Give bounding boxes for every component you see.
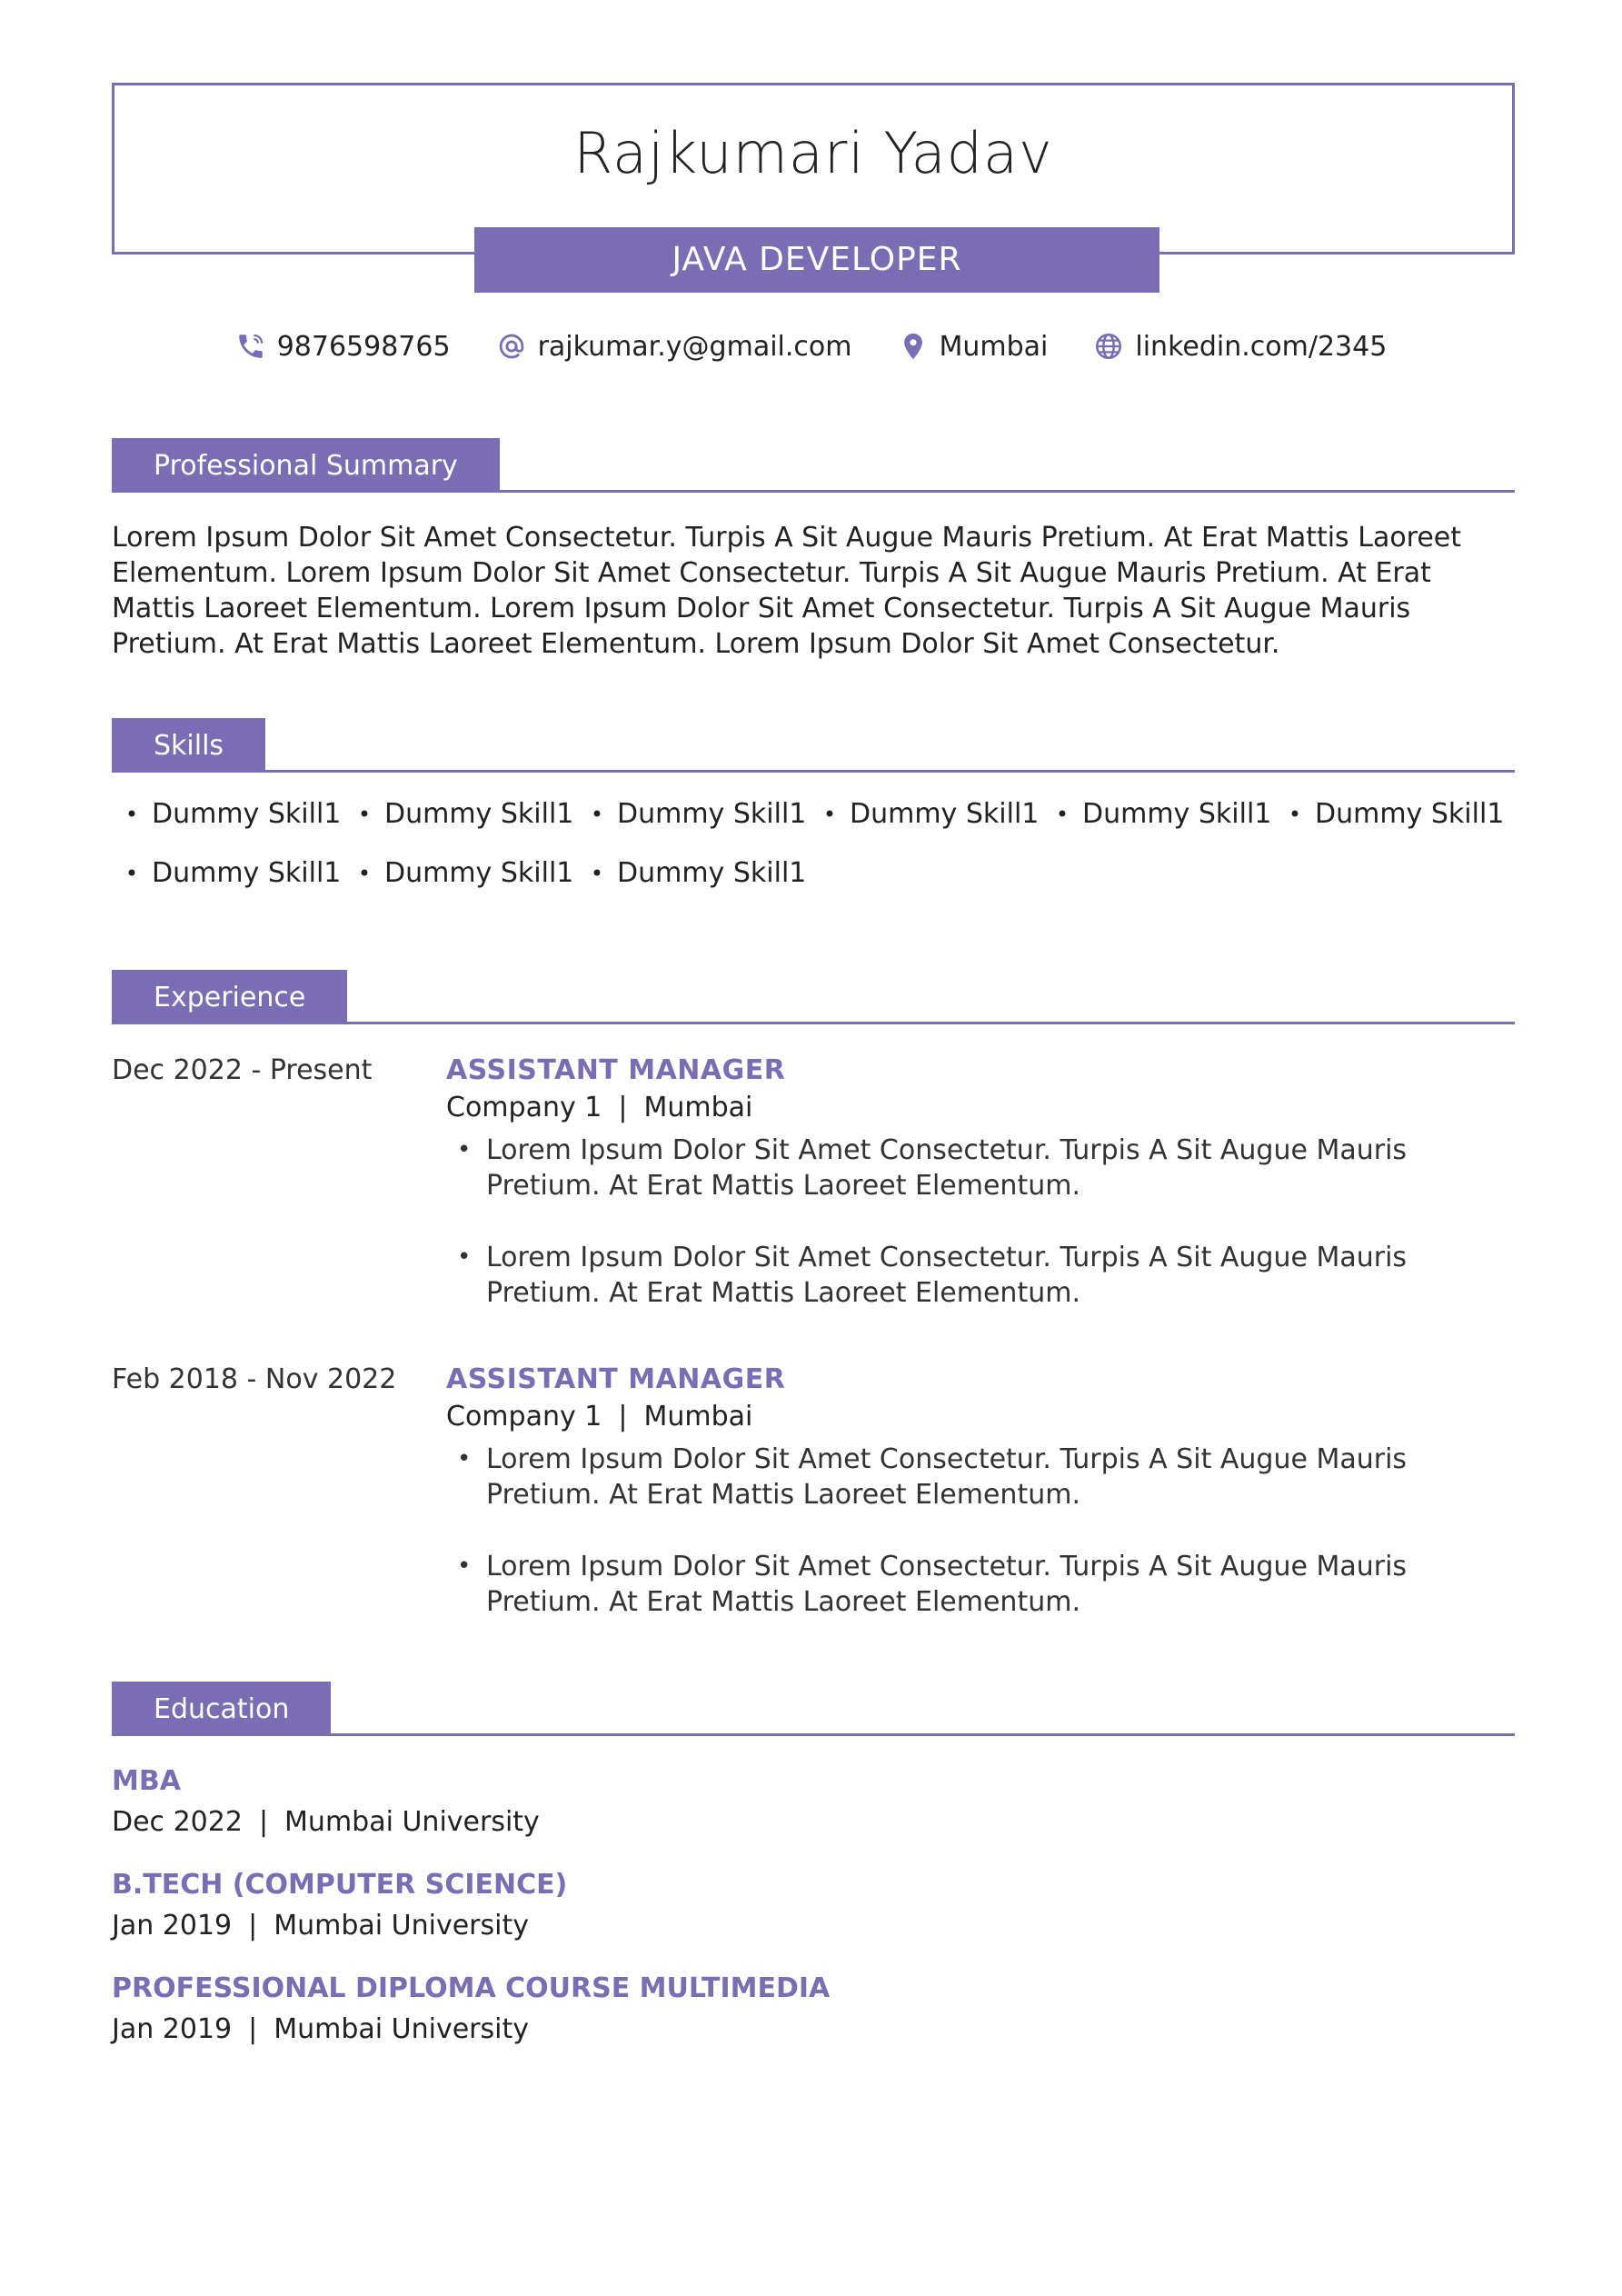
skill-item [577, 798, 810, 830]
summary-heading [112, 438, 1515, 493]
experience-body [446, 1054, 1515, 1347]
experience-title: ASSISTANT MANAGER [446, 1363, 786, 1395]
education-date: Jan 2019 [112, 1910, 233, 1942]
education-degree: B.TECH (COMPUTER SCIENCE) [112, 1869, 568, 1901]
education-degree: PROFESSIONAL DIPLOMA COURSE MULTIMEDIA [112, 1972, 831, 2004]
experience-company-line [446, 1401, 1515, 1433]
experience-company-line [446, 1092, 1515, 1123]
bullet-icon: • [357, 801, 372, 827]
skill-item [1275, 798, 1508, 830]
education-degree: MBA [112, 1765, 181, 1797]
education-entry [112, 1972, 830, 2045]
bullet-icon: • [124, 860, 139, 886]
skill-label: Dummy Skill1 [152, 798, 342, 830]
company-location: Mumbai [643, 1401, 753, 1433]
skill-item [112, 857, 344, 889]
company-name: Company 1 [446, 1401, 602, 1433]
summary-text: Lorem Ipsum Dolor Sit Amet Consectetur. Turpis A Sit Augue Mauris Pretium. At Erat Mattis Laoreet Elementum. Lorem Ipsum Dolor Sit Amet Consectetur. Turpis A Sit Augue Mauris Pretium. At Erat Mattis Laoreet Elementum. Lorem Ipsum Dolor Sit Amet Consectetur. Turpis A Sit Augue Mauris Pretium. At Erat Mattis Laoreet Elementum. Lorem Ipsum Dolor Sit Amet Consectetur. [112, 522, 1462, 660]
experience-title: ASSISTANT MANAGER [446, 1054, 786, 1086]
experience-date: Feb 2018 - Nov 2022 [112, 1363, 397, 1395]
contact-phone [235, 331, 451, 363]
summary-heading-label: Professional Summary [112, 438, 500, 491]
skills-list [112, 798, 1529, 889]
education-meta [112, 2013, 830, 2045]
experience-bullet: • Lorem Ipsum Dolor Sit Amet Consectetur. Turpis A Sit Augue Mauris Pretium. At Erat Mattis Laoreet Elementum. [446, 1549, 1515, 1620]
section-rule [112, 770, 1515, 773]
skill-label: Dummy Skill1 [384, 798, 574, 830]
at-icon [496, 331, 527, 362]
skill-label: Dummy Skill1 [617, 857, 807, 889]
experience-bullet: • Lorem Ipsum Dolor Sit Amet Consectetur. Turpis A Sit Augue Mauris Pretium. At Erat Mattis Laoreet Elementum. [446, 1442, 1515, 1512]
skill-item [810, 798, 1042, 830]
bullet-icon: • [822, 801, 837, 827]
email-text[interactable]: rajkumar.y@gmail.com [537, 330, 852, 363]
skill-item [344, 798, 577, 830]
skill-item [1042, 798, 1275, 830]
location-pin-icon [898, 331, 929, 362]
separator: | [248, 2013, 258, 2045]
education-entry [112, 1869, 567, 1942]
education-meta [112, 1910, 567, 1942]
skill-label: Dummy Skill1 [1315, 798, 1505, 830]
bullet-icon: • [1055, 801, 1070, 827]
website-link[interactable]: linkedin.com/2345 [1135, 330, 1388, 363]
contact-location [898, 331, 1049, 363]
bullet-icon: • [357, 860, 372, 886]
experience-bullets [446, 1133, 1515, 1311]
company-location: Mumbai [643, 1092, 753, 1123]
education-date: Dec 2022 [112, 1806, 243, 1838]
skill-label: Dummy Skill1 [1082, 798, 1272, 830]
bullet-icon: • [590, 801, 604, 827]
location-text: Mumbai [939, 330, 1049, 363]
skill-label: Dummy Skill1 [152, 857, 342, 889]
skills-heading-label: Skills [112, 718, 265, 771]
education-entry [112, 1765, 540, 1838]
education-heading-label: Education [112, 1682, 331, 1734]
education-school: Mumbai University [284, 1806, 540, 1838]
education-school: Mumbai University [274, 1910, 530, 1942]
experience-date: Dec 2022 - Present [112, 1054, 373, 1086]
experience-bullet: • Lorem Ipsum Dolor Sit Amet Consectetur. Turpis A Sit Augue Mauris Pretium. At Erat Mattis Laoreet Elementum. [446, 1133, 1515, 1203]
globe-icon [1093, 331, 1124, 362]
education-date: Jan 2019 [112, 2013, 233, 2045]
experience-heading-label: Experience [112, 970, 347, 1023]
bullet-icon: • [1288, 801, 1302, 827]
company-name: Company 1 [446, 1092, 602, 1123]
skill-item [577, 857, 810, 889]
skill-item [112, 798, 344, 830]
skill-label: Dummy Skill1 [850, 798, 1040, 830]
skills-heading [112, 718, 1515, 773]
phone-text[interactable]: 9876598765 [276, 330, 451, 363]
skill-label: Dummy Skill1 [384, 857, 574, 889]
separator: | [618, 1092, 628, 1123]
experience-heading [112, 970, 1515, 1024]
phone-icon [235, 331, 266, 362]
experience-bullets [446, 1442, 1515, 1620]
skill-item [344, 857, 577, 889]
job-title-band: JAVA DEVELOPER [474, 227, 1159, 293]
education-school: Mumbai University [274, 2013, 530, 2045]
separator: | [618, 1401, 628, 1433]
contact-website [1093, 331, 1387, 363]
bullet-icon: • [124, 801, 139, 827]
education-heading [112, 1682, 1515, 1736]
contact-bar [0, 325, 1622, 367]
education-meta [112, 1806, 540, 1838]
separator: | [248, 1910, 258, 1942]
contact-email [496, 331, 852, 363]
candidate-name: Rajkumari Yadav [573, 120, 1053, 186]
bullet-icon: • [590, 860, 604, 886]
experience-body [446, 1363, 1515, 1656]
skill-label: Dummy Skill1 [617, 798, 807, 830]
experience-bullet: • Lorem Ipsum Dolor Sit Amet Consectetur. Turpis A Sit Augue Mauris Pretium. At Erat Mattis Laoreet Elementum. [446, 1240, 1515, 1311]
separator: | [258, 1806, 269, 1838]
